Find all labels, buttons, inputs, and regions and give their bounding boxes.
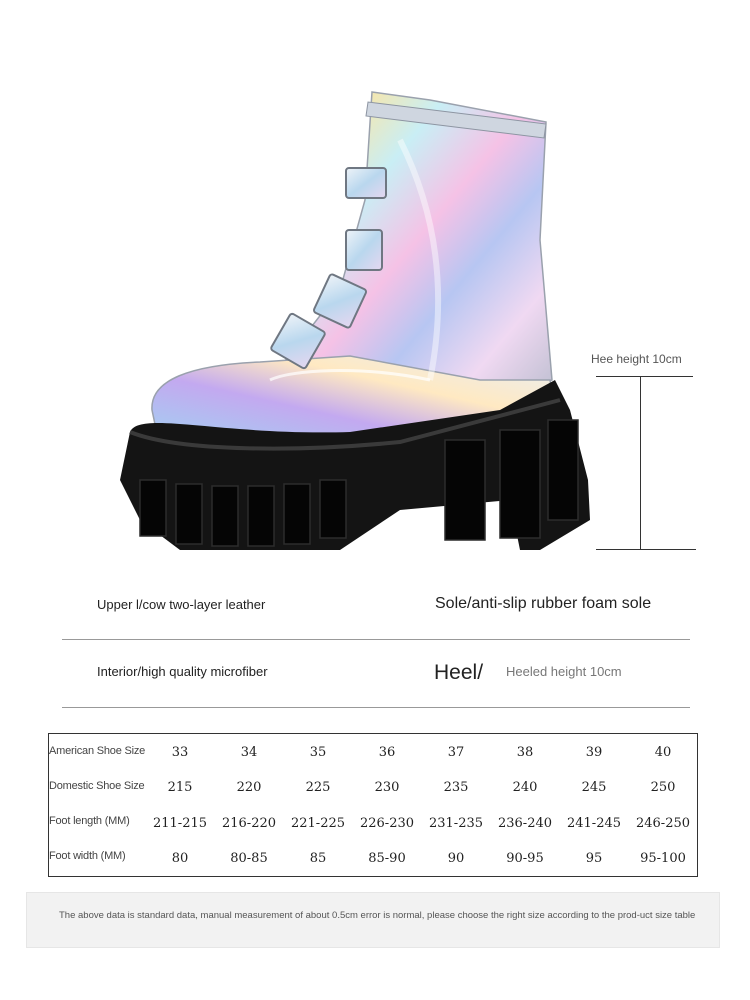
table-cell: 215 — [167, 780, 193, 795]
table-cell: 37 — [447, 745, 465, 760]
table-row — [49, 769, 697, 804]
heel-value: Heeled height 10cm — [506, 664, 622, 679]
table-cell: 35 — [309, 745, 327, 760]
table-cell: 34 — [240, 745, 258, 760]
size-table — [48, 733, 698, 877]
heel-height-line — [640, 376, 641, 549]
table-cell: 221-225 — [290, 816, 346, 831]
table-cell: 211-215 — [152, 816, 208, 831]
table-cell: 226-230 — [359, 816, 415, 831]
heel-height-label: Hee height 10cm — [591, 352, 682, 366]
size-note-box — [26, 892, 720, 948]
row-header: Domestic Shoe Size — [49, 780, 145, 792]
table-cell: 220 — [236, 780, 262, 795]
table-cell: 90-95 — [506, 851, 544, 866]
heel-top-line — [596, 376, 693, 377]
table-cell: 250 — [650, 780, 676, 795]
row-header: American Shoe Size — [49, 745, 146, 757]
table-cell: 231-235 — [428, 816, 484, 831]
table-cell: 80-85 — [230, 851, 268, 866]
row-header: Foot length (MM) — [49, 815, 130, 827]
table-cell: 240 — [512, 780, 538, 795]
table-cell: 39 — [585, 745, 603, 760]
table-cell: 236-240 — [497, 816, 553, 831]
table-cell: 245 — [581, 780, 607, 795]
table-cell: 95 — [585, 851, 603, 866]
table-cell: 38 — [516, 745, 534, 760]
upper-material: Upper l/cow two-layer leather — [97, 597, 266, 612]
table-cell: 246-250 — [635, 816, 691, 831]
table-cell: 33 — [171, 745, 189, 760]
table-row — [49, 840, 697, 875]
divider — [62, 639, 690, 640]
table-cell: 85 — [309, 851, 327, 866]
size-note-text: The above data is standard data, manual measurement of about 0.5cm error is normal, please choose the right size according to the prod-uct size table — [59, 910, 696, 921]
table-cell: 95-100 — [640, 851, 686, 866]
sole-material: Sole/anti-slip rubber foam sole — [435, 595, 652, 612]
table-cell: 85-90 — [368, 851, 406, 866]
table-cell: 90 — [447, 851, 465, 866]
row-header: Foot width (MM) — [49, 850, 126, 862]
table-cell: 216-220 — [221, 816, 277, 831]
heel-bottom-line — [596, 549, 696, 550]
table-cell: 230 — [374, 780, 400, 795]
table-cell: 36 — [378, 745, 396, 760]
table-cell: 40 — [654, 745, 672, 760]
interior-material: Interior/high quality microfiber — [97, 664, 268, 679]
holographic-boot-image — [100, 80, 600, 570]
table-cell: 235 — [443, 780, 469, 795]
table-row — [49, 734, 697, 769]
table-row — [49, 805, 697, 840]
table-cell: 225 — [305, 780, 331, 795]
heel-label: Heel/ — [434, 661, 484, 684]
divider — [62, 707, 690, 708]
table-cell: 80 — [171, 851, 189, 866]
table-cell: 241-245 — [566, 816, 622, 831]
